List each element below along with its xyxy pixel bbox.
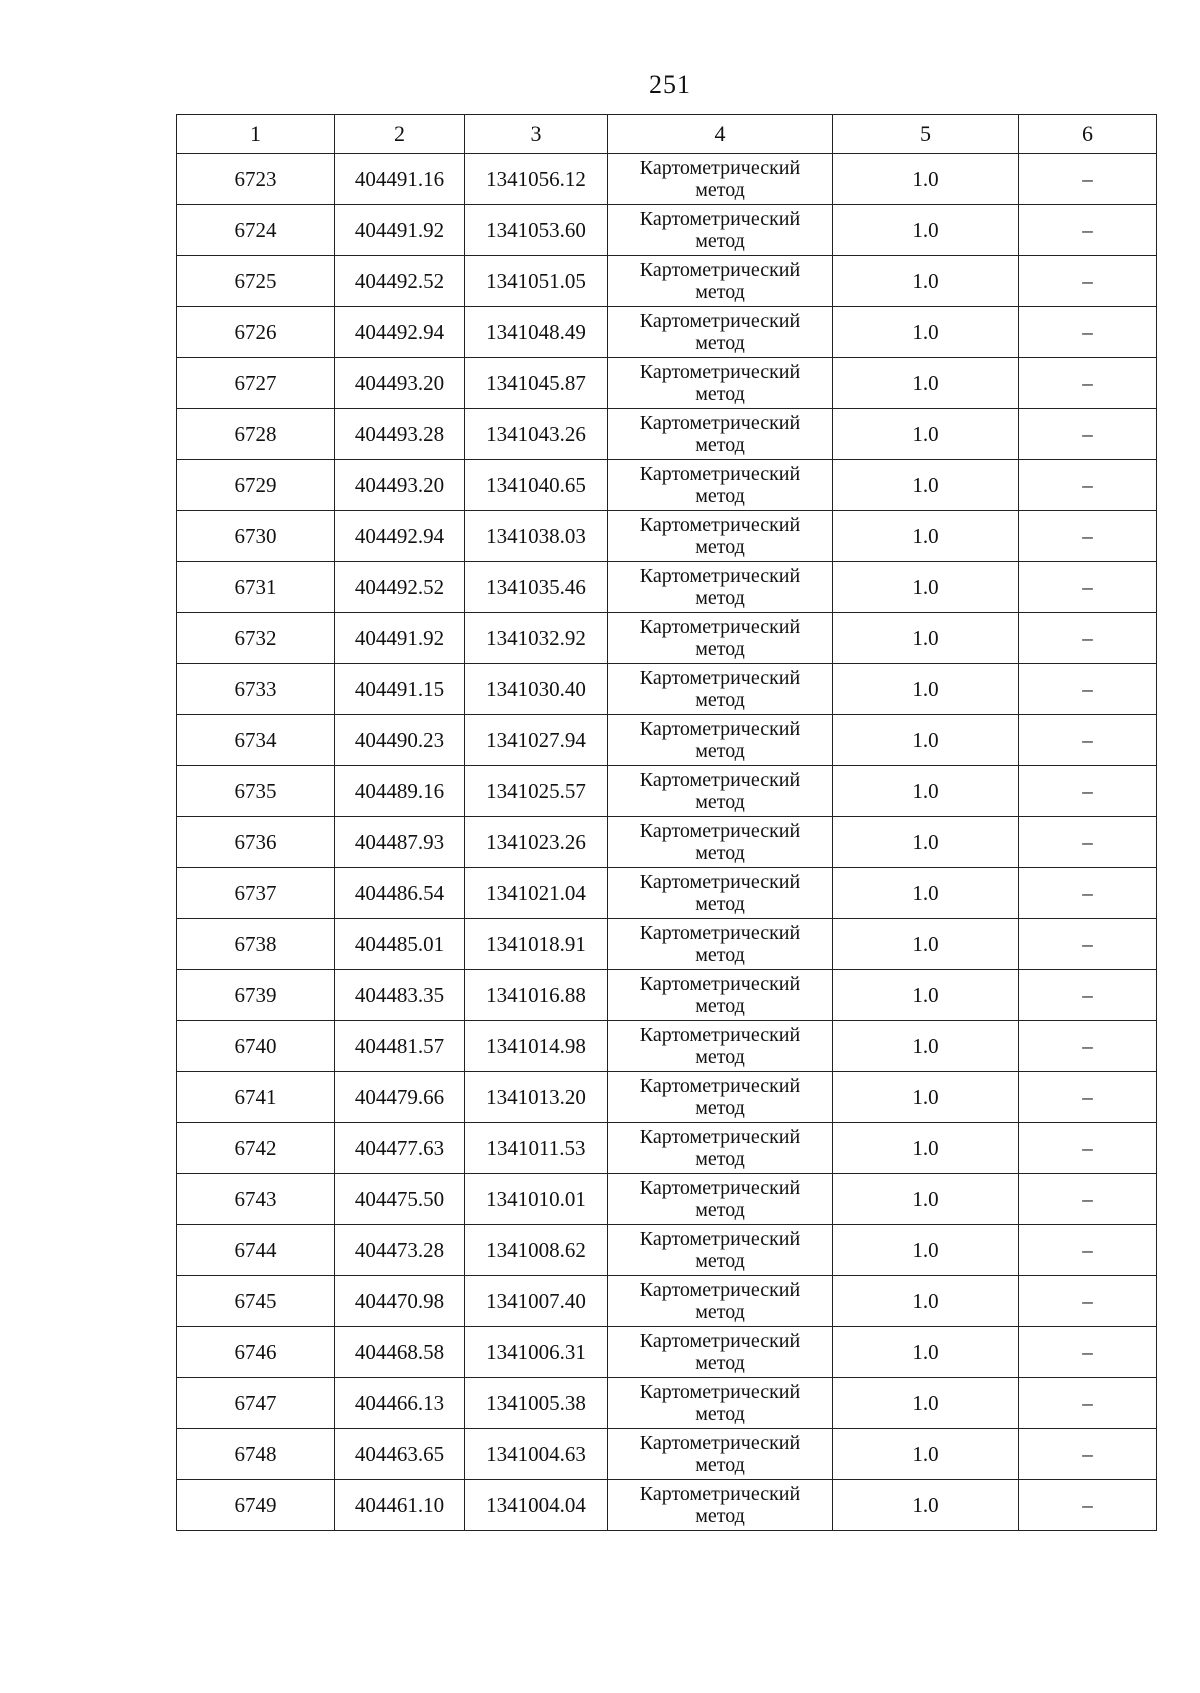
method-line-2: метод — [695, 1250, 745, 1272]
y-coordinate-cell: 1341014.98 — [465, 1021, 608, 1072]
point-number-cell: 6732 — [177, 613, 335, 664]
accuracy-cell: 1.0 — [833, 1378, 1019, 1429]
table-row — [177, 664, 1157, 715]
x-coordinate-cell: 404461.10 — [335, 1480, 465, 1531]
method-line-2: метод — [695, 281, 745, 303]
note-cell: – — [1019, 1174, 1157, 1225]
table-body — [177, 154, 1157, 1531]
coordinates-table — [176, 114, 1157, 1531]
point-number-cell: 6748 — [177, 1429, 335, 1480]
x-coordinate-cell: 404486.54 — [335, 868, 465, 919]
y-coordinate-cell: 1341030.40 — [465, 664, 608, 715]
method-cell — [608, 1429, 833, 1480]
method-line-2: метод — [695, 434, 745, 456]
note-cell: – — [1019, 256, 1157, 307]
method-line-2: метод — [695, 383, 745, 405]
point-number-cell: 6735 — [177, 766, 335, 817]
accuracy-cell: 1.0 — [833, 154, 1019, 205]
method-line-1: Картометрический — [639, 616, 801, 638]
method-line-1: Картометрический — [639, 1126, 801, 1148]
point-number-cell: 6746 — [177, 1327, 335, 1378]
y-coordinate-cell: 1341004.04 — [465, 1480, 608, 1531]
method-line-1: Картометрический — [639, 463, 801, 485]
method-cell — [608, 358, 833, 409]
point-number-cell: 6749 — [177, 1480, 335, 1531]
table-row — [177, 1021, 1157, 1072]
method-line-1: Картометрический — [639, 157, 801, 179]
note-cell: – — [1019, 919, 1157, 970]
method-line-2: метод — [695, 740, 745, 762]
y-coordinate-cell: 1341040.65 — [465, 460, 608, 511]
table-row — [177, 1327, 1157, 1378]
table-row — [177, 1378, 1157, 1429]
method-line-1: Картометрический — [639, 1432, 801, 1454]
column-header: 2 — [335, 115, 465, 154]
note-cell: – — [1019, 1327, 1157, 1378]
y-coordinate-cell: 1341048.49 — [465, 307, 608, 358]
method-line-2: метод — [695, 1046, 745, 1068]
note-cell: – — [1019, 970, 1157, 1021]
accuracy-cell: 1.0 — [833, 613, 1019, 664]
point-number-cell: 6731 — [177, 562, 335, 613]
note-cell: – — [1019, 205, 1157, 256]
method-line-1: Картометрический — [639, 412, 801, 434]
y-coordinate-cell: 1341006.31 — [465, 1327, 608, 1378]
method-line-1: Картометрический — [639, 718, 801, 740]
x-coordinate-cell: 404487.93 — [335, 817, 465, 868]
x-coordinate-cell: 404492.94 — [335, 307, 465, 358]
accuracy-cell: 1.0 — [833, 817, 1019, 868]
method-line-2: метод — [695, 995, 745, 1017]
y-coordinate-cell: 1341043.26 — [465, 409, 608, 460]
point-number-cell: 6739 — [177, 970, 335, 1021]
accuracy-cell: 1.0 — [833, 460, 1019, 511]
method-cell — [608, 511, 833, 562]
note-cell: – — [1019, 154, 1157, 205]
table-row — [177, 1072, 1157, 1123]
table-row — [177, 1123, 1157, 1174]
y-coordinate-cell: 1341032.92 — [465, 613, 608, 664]
point-number-cell: 6736 — [177, 817, 335, 868]
method-line-1: Картометрический — [639, 922, 801, 944]
x-coordinate-cell: 404481.57 — [335, 1021, 465, 1072]
y-coordinate-cell: 1341023.26 — [465, 817, 608, 868]
note-cell: – — [1019, 1480, 1157, 1531]
method-cell — [608, 205, 833, 256]
note-cell: – — [1019, 868, 1157, 919]
note-cell: – — [1019, 715, 1157, 766]
y-coordinate-cell: 1341011.53 — [465, 1123, 608, 1174]
table-row — [177, 1429, 1157, 1480]
accuracy-cell: 1.0 — [833, 1429, 1019, 1480]
table-row — [177, 256, 1157, 307]
table-row — [177, 970, 1157, 1021]
note-cell: – — [1019, 511, 1157, 562]
y-coordinate-cell: 1341035.46 — [465, 562, 608, 613]
table-row — [177, 460, 1157, 511]
table-row — [177, 562, 1157, 613]
accuracy-cell: 1.0 — [833, 715, 1019, 766]
method-line-1: Картометрический — [639, 1330, 801, 1352]
method-cell — [608, 1480, 833, 1531]
point-number-cell: 6738 — [177, 919, 335, 970]
y-coordinate-cell: 1341010.01 — [465, 1174, 608, 1225]
point-number-cell: 6741 — [177, 1072, 335, 1123]
method-line-2: метод — [695, 842, 745, 864]
method-cell — [608, 970, 833, 1021]
method-line-2: метод — [695, 1454, 745, 1476]
note-cell: – — [1019, 1378, 1157, 1429]
method-line-2: метод — [695, 536, 745, 558]
method-cell — [608, 1225, 833, 1276]
method-line-1: Картометрический — [639, 820, 801, 842]
column-header: 3 — [465, 115, 608, 154]
method-line-1: Картометрический — [639, 1381, 801, 1403]
y-coordinate-cell: 1341056.12 — [465, 154, 608, 205]
x-coordinate-cell: 404493.20 — [335, 358, 465, 409]
method-line-1: Картометрический — [639, 667, 801, 689]
x-coordinate-cell: 404477.63 — [335, 1123, 465, 1174]
note-cell: – — [1019, 664, 1157, 715]
method-line-2: метод — [695, 638, 745, 660]
table-row — [177, 1174, 1157, 1225]
method-cell — [608, 613, 833, 664]
table-row — [177, 205, 1157, 256]
method-cell — [608, 715, 833, 766]
method-line-1: Картометрический — [639, 361, 801, 383]
x-coordinate-cell: 404492.52 — [335, 256, 465, 307]
y-coordinate-cell: 1341004.63 — [465, 1429, 608, 1480]
point-number-cell: 6737 — [177, 868, 335, 919]
y-coordinate-cell: 1341008.62 — [465, 1225, 608, 1276]
x-coordinate-cell: 404485.01 — [335, 919, 465, 970]
method-line-1: Картометрический — [639, 1075, 801, 1097]
point-number-cell: 6745 — [177, 1276, 335, 1327]
method-line-2: метод — [695, 179, 745, 201]
x-coordinate-cell: 404468.58 — [335, 1327, 465, 1378]
note-cell: – — [1019, 409, 1157, 460]
point-number-cell: 6727 — [177, 358, 335, 409]
method-cell — [608, 664, 833, 715]
point-number-cell: 6740 — [177, 1021, 335, 1072]
y-coordinate-cell: 1341016.88 — [465, 970, 608, 1021]
y-coordinate-cell: 1341025.57 — [465, 766, 608, 817]
accuracy-cell: 1.0 — [833, 1072, 1019, 1123]
method-line-2: метод — [695, 587, 745, 609]
note-cell: – — [1019, 1021, 1157, 1072]
accuracy-cell: 1.0 — [833, 1276, 1019, 1327]
table-row — [177, 919, 1157, 970]
note-cell: – — [1019, 562, 1157, 613]
point-number-cell: 6743 — [177, 1174, 335, 1225]
x-coordinate-cell: 404491.15 — [335, 664, 465, 715]
table-row — [177, 817, 1157, 868]
accuracy-cell: 1.0 — [833, 766, 1019, 817]
method-cell — [608, 868, 833, 919]
method-line-1: Картометрический — [639, 514, 801, 536]
accuracy-cell: 1.0 — [833, 205, 1019, 256]
method-line-1: Картометрический — [639, 259, 801, 281]
x-coordinate-cell: 404489.16 — [335, 766, 465, 817]
x-coordinate-cell: 404491.16 — [335, 154, 465, 205]
y-coordinate-cell: 1341005.38 — [465, 1378, 608, 1429]
point-number-cell: 6725 — [177, 256, 335, 307]
note-cell: – — [1019, 613, 1157, 664]
method-line-2: метод — [695, 944, 745, 966]
point-number-cell: 6744 — [177, 1225, 335, 1276]
method-line-1: Картометрический — [639, 1024, 801, 1046]
method-line-2: метод — [695, 332, 745, 354]
method-line-2: метод — [695, 230, 745, 252]
x-coordinate-cell: 404492.52 — [335, 562, 465, 613]
method-cell — [608, 1327, 833, 1378]
note-cell: – — [1019, 817, 1157, 868]
x-coordinate-cell: 404475.50 — [335, 1174, 465, 1225]
method-line-2: метод — [695, 1199, 745, 1221]
table-row — [177, 1225, 1157, 1276]
table-row — [177, 154, 1157, 205]
accuracy-cell: 1.0 — [833, 409, 1019, 460]
method-line-1: Картометрический — [639, 973, 801, 995]
method-line-2: метод — [695, 1505, 745, 1527]
method-cell — [608, 766, 833, 817]
method-line-2: метод — [695, 1301, 745, 1323]
accuracy-cell: 1.0 — [833, 358, 1019, 409]
method-cell — [608, 307, 833, 358]
table-row — [177, 715, 1157, 766]
accuracy-cell: 1.0 — [833, 307, 1019, 358]
method-line-1: Картометрический — [639, 208, 801, 230]
note-cell: – — [1019, 766, 1157, 817]
accuracy-cell: 1.0 — [833, 970, 1019, 1021]
method-line-1: Картометрический — [639, 310, 801, 332]
method-cell — [608, 1123, 833, 1174]
column-header: 5 — [833, 115, 1019, 154]
method-line-2: метод — [695, 893, 745, 915]
method-line-1: Картометрический — [639, 1177, 801, 1199]
method-line-2: метод — [695, 1148, 745, 1170]
y-coordinate-cell: 1341007.40 — [465, 1276, 608, 1327]
x-coordinate-cell: 404491.92 — [335, 205, 465, 256]
accuracy-cell: 1.0 — [833, 1123, 1019, 1174]
x-coordinate-cell: 404493.28 — [335, 409, 465, 460]
y-coordinate-cell: 1341045.87 — [465, 358, 608, 409]
table-row — [177, 358, 1157, 409]
x-coordinate-cell: 404463.65 — [335, 1429, 465, 1480]
method-cell — [608, 154, 833, 205]
accuracy-cell: 1.0 — [833, 919, 1019, 970]
point-number-cell: 6734 — [177, 715, 335, 766]
method-cell — [608, 409, 833, 460]
method-cell — [608, 460, 833, 511]
accuracy-cell: 1.0 — [833, 1327, 1019, 1378]
method-line-1: Картометрический — [639, 1483, 801, 1505]
point-number-cell: 6747 — [177, 1378, 335, 1429]
point-number-cell: 6728 — [177, 409, 335, 460]
note-cell: – — [1019, 1123, 1157, 1174]
table-row — [177, 868, 1157, 919]
method-line-1: Картометрический — [639, 1279, 801, 1301]
method-cell — [608, 1021, 833, 1072]
accuracy-cell: 1.0 — [833, 511, 1019, 562]
table-row — [177, 1276, 1157, 1327]
x-coordinate-cell: 404492.94 — [335, 511, 465, 562]
table-row — [177, 1480, 1157, 1531]
point-number-cell: 6742 — [177, 1123, 335, 1174]
y-coordinate-cell: 1341027.94 — [465, 715, 608, 766]
point-number-cell: 6733 — [177, 664, 335, 715]
method-cell — [608, 1174, 833, 1225]
y-coordinate-cell: 1341051.05 — [465, 256, 608, 307]
x-coordinate-cell: 404470.98 — [335, 1276, 465, 1327]
note-cell: – — [1019, 1429, 1157, 1480]
table-row — [177, 613, 1157, 664]
note-cell: – — [1019, 1225, 1157, 1276]
y-coordinate-cell: 1341053.60 — [465, 205, 608, 256]
point-number-cell: 6723 — [177, 154, 335, 205]
accuracy-cell: 1.0 — [833, 562, 1019, 613]
page-number: 251 — [649, 70, 691, 99]
note-cell: – — [1019, 1276, 1157, 1327]
y-coordinate-cell: 1341038.03 — [465, 511, 608, 562]
x-coordinate-cell: 404483.35 — [335, 970, 465, 1021]
column-header: 4 — [608, 115, 833, 154]
table-header-row — [177, 115, 1157, 154]
point-number-cell: 6730 — [177, 511, 335, 562]
accuracy-cell: 1.0 — [833, 868, 1019, 919]
note-cell: – — [1019, 460, 1157, 511]
x-coordinate-cell: 404473.28 — [335, 1225, 465, 1276]
table-row — [177, 511, 1157, 562]
method-line-1: Картометрический — [639, 769, 801, 791]
accuracy-cell: 1.0 — [833, 1480, 1019, 1531]
x-coordinate-cell: 404479.66 — [335, 1072, 465, 1123]
accuracy-cell: 1.0 — [833, 1021, 1019, 1072]
y-coordinate-cell: 1341018.91 — [465, 919, 608, 970]
accuracy-cell: 1.0 — [833, 256, 1019, 307]
point-number-cell: 6729 — [177, 460, 335, 511]
point-number-cell: 6724 — [177, 205, 335, 256]
x-coordinate-cell: 404490.23 — [335, 715, 465, 766]
method-cell — [608, 256, 833, 307]
method-line-2: метод — [695, 485, 745, 507]
method-cell — [608, 1072, 833, 1123]
note-cell: – — [1019, 358, 1157, 409]
table-row — [177, 409, 1157, 460]
method-line-2: метод — [695, 791, 745, 813]
method-line-2: метод — [695, 1097, 745, 1119]
column-header: 1 — [177, 115, 335, 154]
column-header: 6 — [1019, 115, 1157, 154]
x-coordinate-cell: 404493.20 — [335, 460, 465, 511]
method-line-1: Картометрический — [639, 1228, 801, 1250]
method-cell — [608, 817, 833, 868]
method-cell — [608, 1276, 833, 1327]
method-cell — [608, 562, 833, 613]
table-row — [177, 766, 1157, 817]
note-cell: – — [1019, 1072, 1157, 1123]
x-coordinate-cell: 404466.13 — [335, 1378, 465, 1429]
method-line-2: метод — [695, 689, 745, 711]
method-cell — [608, 1378, 833, 1429]
method-cell — [608, 919, 833, 970]
point-number-cell: 6726 — [177, 307, 335, 358]
accuracy-cell: 1.0 — [833, 1174, 1019, 1225]
accuracy-cell: 1.0 — [833, 1225, 1019, 1276]
method-line-2: метод — [695, 1352, 745, 1374]
table-row — [177, 307, 1157, 358]
y-coordinate-cell: 1341021.04 — [465, 868, 608, 919]
method-line-2: метод — [695, 1403, 745, 1425]
accuracy-cell: 1.0 — [833, 664, 1019, 715]
y-coordinate-cell: 1341013.20 — [465, 1072, 608, 1123]
x-coordinate-cell: 404491.92 — [335, 613, 465, 664]
method-line-1: Картометрический — [639, 565, 801, 587]
method-line-1: Картометрический — [639, 871, 801, 893]
note-cell: – — [1019, 307, 1157, 358]
